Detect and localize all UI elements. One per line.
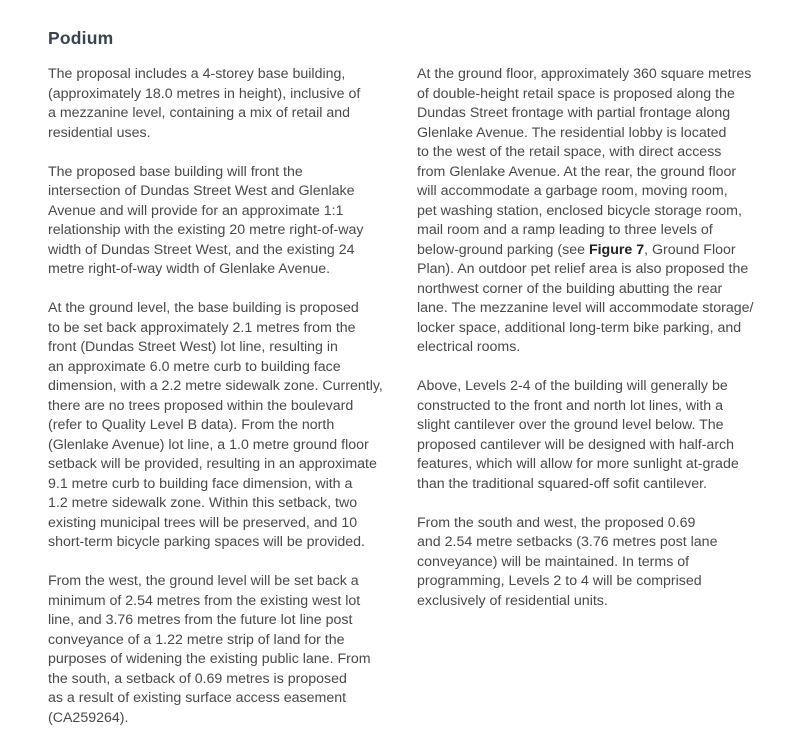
text-line: 1.2 metre sidewalk zone. Within this setback, two bbox=[48, 495, 358, 511]
text-line: the south, a setback of 0.69 metres is proposed bbox=[48, 670, 347, 687]
text-line: there are no trees proposed within the boulevard bbox=[48, 397, 354, 414]
text-line: and 2.54 metre setbacks (3.76 metres post lane bbox=[417, 534, 718, 550]
text-line: From the south and west, the proposed 0.69 bbox=[417, 514, 696, 531]
paragraph-base-building-frontage bbox=[48, 163, 408, 280]
text-line: as a result of existing surface access easement bbox=[48, 690, 347, 706]
text-line: constructed to the front and north lot lines, with a bbox=[417, 397, 723, 414]
paragraph-ground-floor-program bbox=[417, 65, 787, 358]
right-column bbox=[417, 65, 787, 631]
text-line-with-figure-ref bbox=[417, 241, 787, 261]
text-line: 9.1 metre curb to building face dimension, with a bbox=[48, 475, 353, 492]
figure-reference: Figure 7 bbox=[588, 241, 645, 258]
text-line: Glenlake Avenue. The residential lobby is located bbox=[417, 124, 727, 141]
text-line: setback will be provided, resulting in an approximate bbox=[48, 456, 377, 472]
text-line: conveyance of a 1.22 metre strip of land for the bbox=[48, 631, 345, 648]
text-line: short-term bicycle parking spaces will be provided. bbox=[48, 534, 365, 550]
text-line: intersection of Dundas Street West and Glenlake bbox=[48, 183, 355, 199]
paragraph-proposal-overview bbox=[48, 65, 408, 143]
text-line: an approximate 6.0 metre curb to building face bbox=[48, 358, 341, 375]
text-line: electrical rooms. bbox=[417, 339, 521, 355]
text-line: pet washing station, enclosed bicycle storage room, bbox=[417, 202, 742, 219]
text-line: line, and 3.76 metres from the future lot line post bbox=[48, 612, 353, 628]
text-line: At the ground floor, approximately 360 square metres bbox=[417, 66, 752, 82]
text-line: lane. The mezzanine level will accommodate storage/ bbox=[417, 300, 754, 316]
text-line: The proposal includes a 4-storey base building, bbox=[48, 66, 346, 82]
text-line: locker space, additional long-term bike parking, and bbox=[417, 319, 742, 336]
text-line: exclusively of residential units. bbox=[417, 592, 608, 609]
text-line: from Glenlake Avenue. At the rear, the ground floor bbox=[417, 163, 737, 180]
text-line: (CA259264). bbox=[48, 709, 129, 726]
text-line: width of Dundas Street West, and the existing 24 bbox=[48, 241, 355, 258]
text-line: front (Dundas Street West) lot line, resulting in bbox=[48, 339, 338, 355]
text-line: features, which will allow for more sunlight at-grade bbox=[417, 456, 739, 472]
text-line: relationship with the existing 20 metre right-of-way bbox=[48, 222, 364, 238]
text-fragment: below-ground parking (see bbox=[417, 241, 589, 258]
text-line: to the west of the retail space, with direct access bbox=[417, 144, 722, 160]
paragraph-upper-levels-cantilever bbox=[417, 377, 787, 494]
text-line: dimension, with a 2.2 metre sidewalk zone. Currently, bbox=[48, 378, 383, 394]
text-line: mail room and a ramp leading to three levels of bbox=[417, 222, 713, 238]
left-column bbox=[48, 65, 408, 748]
text-line: The proposed base building will front the bbox=[48, 163, 303, 180]
paragraph-upper-levels-setbacks bbox=[417, 514, 787, 612]
text-line: (refer to Quality Level B data). From the north bbox=[48, 417, 335, 433]
text-line: At the ground level, the base building is proposed bbox=[48, 300, 359, 316]
text-line: (Glenlake Avenue) lot line, a 1.0 metre ground floor bbox=[48, 436, 369, 453]
text-line: proposed cantilever will be designed with half-arch bbox=[417, 436, 735, 453]
paragraph-ground-level-setbacks bbox=[48, 299, 408, 553]
text-line: a mezzanine level, containing a mix of retail and bbox=[48, 105, 351, 121]
text-line: conveyance) will be maintained. In terms of bbox=[417, 553, 690, 570]
text-line: will accommodate a garbage room, moving room, bbox=[417, 183, 728, 199]
paragraph-west-south-setbacks bbox=[48, 572, 408, 728]
text-line: metre right-of-way width of Glenlake Avenue. bbox=[48, 261, 331, 277]
section-heading: Podium bbox=[48, 28, 114, 48]
text-line: purposes of widening the existing public lane. From bbox=[48, 651, 371, 667]
text-line: to be set back approximately 2.1 metres from the bbox=[48, 319, 356, 336]
text-line: than the traditional squared-off sofit cantilever. bbox=[417, 475, 707, 492]
text-line: slight cantilever over the ground level below. The bbox=[417, 417, 724, 433]
text-line: northwest corner of the building abutting the rear bbox=[417, 280, 723, 297]
text-line: residential uses. bbox=[48, 124, 151, 141]
text-line: (approximately 18.0 metres in height), inclusive of bbox=[48, 85, 361, 102]
text-line: Dundas Street frontage with partial frontage along bbox=[417, 105, 731, 121]
text-line: Above, Levels 2-4 of the building will generally be bbox=[417, 378, 728, 394]
text-line: Avenue and will provide for an approximate 1:1 bbox=[48, 202, 344, 219]
text-line: minimum of 2.54 metres from the existing west lot bbox=[48, 592, 361, 609]
text-fragment: , Ground Floor bbox=[644, 241, 736, 258]
text-line: From the west, the ground level will be set back a bbox=[48, 573, 359, 589]
text-line: programming, Levels 2 to 4 will be comprised bbox=[417, 573, 702, 589]
text-line: of double-height retail space is proposed along the bbox=[417, 85, 735, 102]
text-line: Plan). An outdoor pet relief area is also proposed the bbox=[417, 261, 749, 277]
text-line: existing municipal trees will be preserved, and 10 bbox=[48, 514, 358, 531]
